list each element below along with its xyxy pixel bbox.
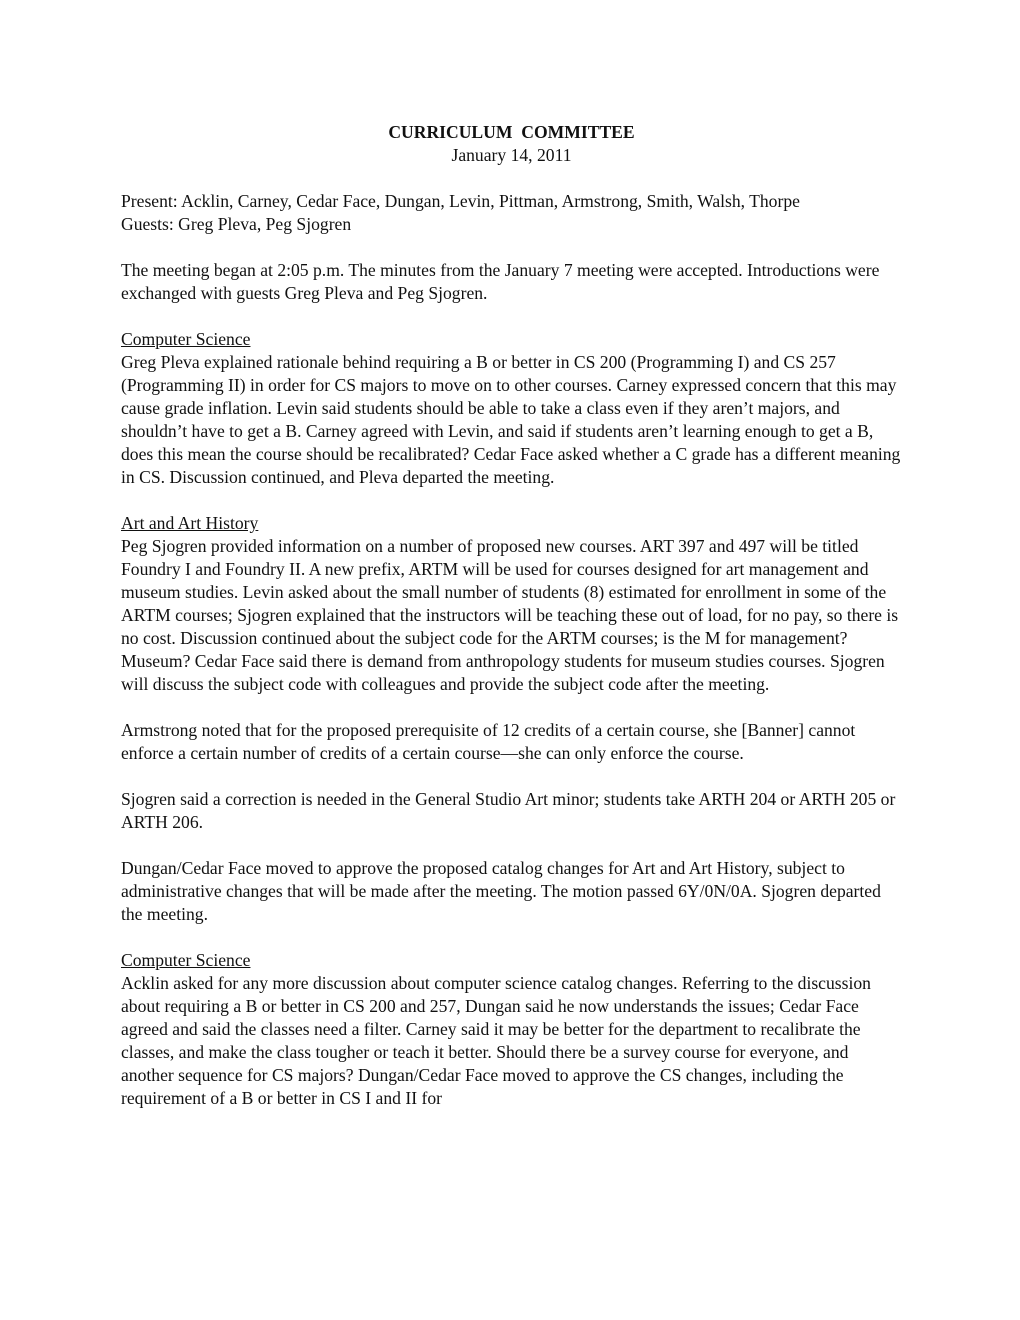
- paragraph: Sjogren said a correction is needed in the General Studio Art minor; students take ARTH 204 or ARTH 205 or ARTH 206.: [121, 789, 896, 832]
- attendance-block: [121, 190, 902, 236]
- present-list: Present: Acklin, Carney, Cedar Face, Dungan, Levin, Pittman, Armstrong, Smith, Walsh, Thorpe: [121, 191, 800, 211]
- guests-list: Guests: Greg Pleva, Peg Sjogren: [121, 214, 352, 234]
- paragraph-banner-note: [121, 719, 902, 765]
- section-heading: Computer Science: [121, 950, 251, 970]
- paragraph: Dungan/Cedar Face moved to approve the proposed catalog changes for Art and Art History, subject to administrative changes that will be made after the meeting. The motion passed 6Y/0N/0A. Sjogren departed the meeting.: [121, 858, 881, 924]
- section-body: Acklin asked for any more discussion about computer science catalog changes. Referring to the discussion about requiring a B or better in CS 200 and 257, Dungan said he now understands the issues; Cedar Face agreed and said the classes need a filter. Carney said it may be better for the department to recalibrate the classes, and make the class tougher or teach it better. Should there be a survey course for everyone, and another sequence for CS majors? Dungan/Cedar Face moved to approve the CS changes, including the requirement of a B or better in CS I and II for: [121, 973, 871, 1108]
- opening-paragraph: The meeting began at 2:05 p.m. The minutes from the January 7 meeting were accepted. Introductions were exchanged with guests Greg Pleva and Peg Sjogren.: [121, 260, 880, 303]
- section-body: Greg Pleva explained rationale behind requiring a B or better in CS 200 (Programming I) and CS 257 (Programming II) in order for CS majors to move on to other courses. Carney expressed concern that this may cause grade inflation. Levin said students should be able to take a class even if they aren’t majors, and shouldn’t have to get a B. Carney agreed with Levin, and said if students aren’t learning enough to get a B, does this mean the course should be recalibrated? Cedar Face asked whether a C grade has a different meaning in CS. Discussion continued, and Pleva departed the meeting.: [121, 352, 901, 487]
- opening-block: [121, 259, 902, 305]
- meeting-date: January 14, 2011: [451, 145, 572, 165]
- section-art-and-art-history: [121, 512, 902, 696]
- paragraph: Armstrong noted that for the proposed prerequisite of 12 credits of a certain course, she [Banner] cannot enforce a certain number of credits of a certain course—she can only enforce the course.: [121, 720, 856, 763]
- document-title: CURRICULUM COMMITTEE: [388, 122, 635, 142]
- section-heading: Computer Science: [121, 329, 251, 349]
- paragraph-art-motion: [121, 857, 902, 926]
- section-heading: Art and Art History: [121, 513, 259, 533]
- section-body: Peg Sjogren provided information on a number of proposed new courses. ART 397 and 497 will be titled Foundry I and Foundry II. A new prefix, ARTM will be used for courses designed for art management and museum studies. Levin asked about the small number of students (8) estimated for enrollment in some of the ARTM courses; Sjogren explained that the instructors will be teaching these out of load, for no pay, so there is no cost. Discussion continued about the subject code for the ARTM courses; is the M for management? Museum? Cedar Face said there is demand from anthropology students for museum studies courses. Sjogren will discuss the subject code with colleagues and provide the subject code after the meeting.: [121, 536, 899, 694]
- paragraph-correction: [121, 788, 902, 834]
- section-computer-science-2: [121, 949, 902, 1110]
- section-computer-science-1: [121, 328, 902, 489]
